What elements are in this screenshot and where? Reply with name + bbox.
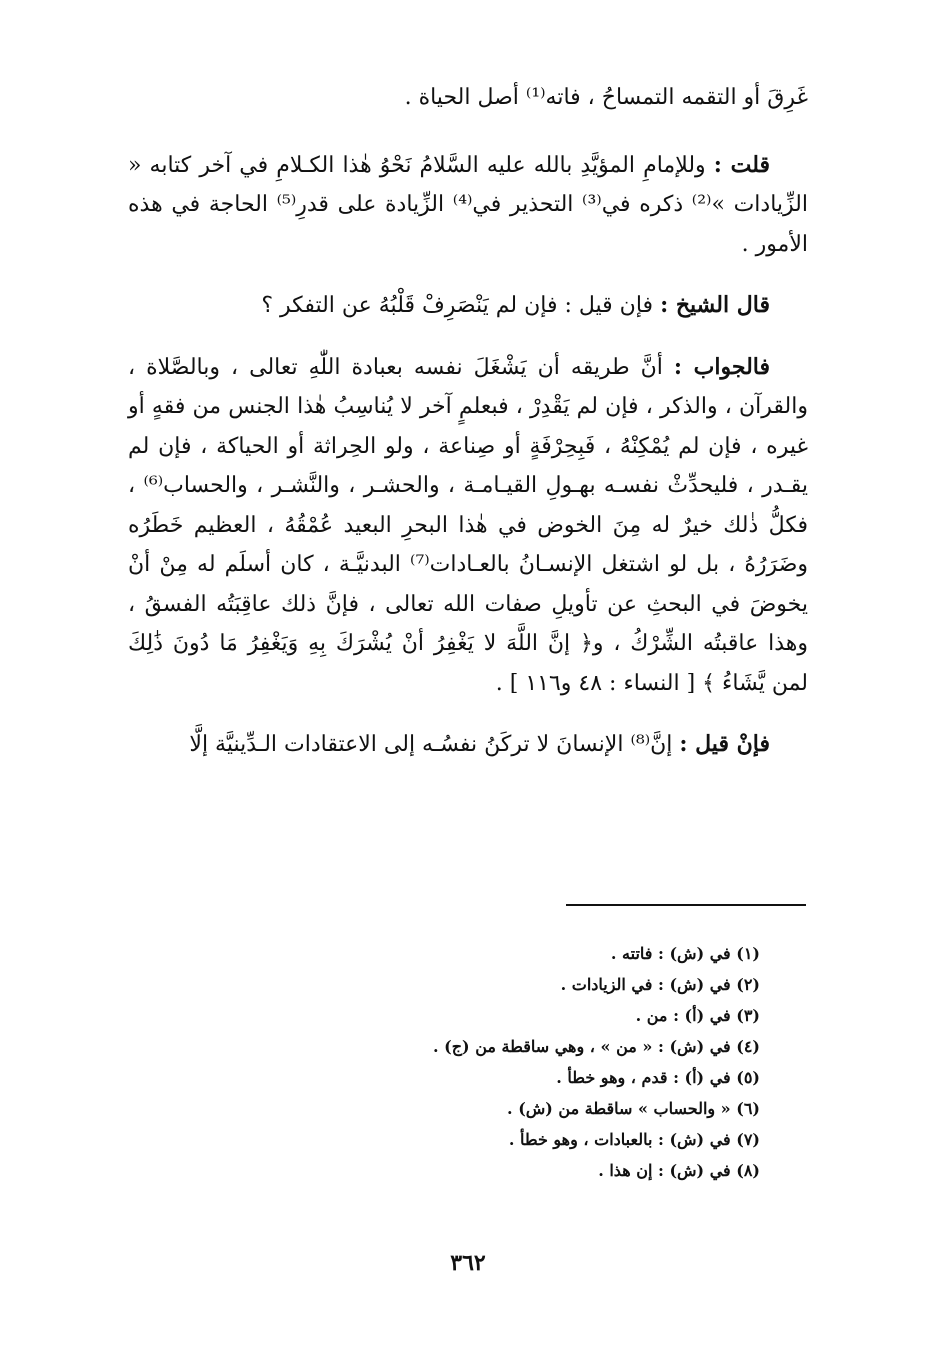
paragraph-3-text: فإن قيل : فإن لم يَنْصَرِفْ قَلْبُهُ عن التفكر ؟ xyxy=(261,293,661,318)
paragraph-4 xyxy=(128,348,808,704)
paragraph-4-text: أنَّ طريقه أن يَشْغَلَ نفسه بعبادة اللّٰهِ تعالى ، وبالصَّلاة ، والقرآن ، والذكر ، فإن لم يَقْدِرْ ، فبعلمٍ آخر لا يُناسِبُ هٰذا الجنس من فقهٍ أو غيره ، فإن لم يُمْكِنْهُ ، فَبِحِرْفَةٍ أو صِناعة ، ولو الحِراثة أو الحياكة ، فإن لم يقـدر ، فليحدِّثْ نفسـه بهـولِ القيـامـة ، والحشـر ، والنَّشـر ، والحساب⁽⁶⁾ ، فكلُّ ذٰلك خيرٌ له مِنَ الخوض في هٰذا البحرِ البعيد عُمْقُهُ ، العظيم خَطَرُه وضَرَرُهُ ، بل لو اشتغل الإنسـانُ بالعـادات⁽⁷⁾ البدنيَّـة ، كان أسلَم له مِنْ أنْ يخوضَ في البحثِ عن تأويلِ صفات الله تعالى ، فإنَّ ذلك عاقِبَتُه الفسقُ ، وهذا عاقبتُه الشِّرْكُ ، و﴿ إنَّ اللَّهَ لا يَغْفِرُ أنْ يُشْرَكَ بِهِ وَيَغْفِرُ مَا دُونَ ذَٰلِكَ لمن يَّشَاءُ ﴾ [ النساء : ٤٨ و١١٦ ] . xyxy=(128,354,809,696)
footnote: (٥) في (أ) : قدم ، وهو خطأ . xyxy=(556,1068,760,1087)
footnote: (٨) في (ش) : إن هذا . xyxy=(598,1161,760,1180)
footnote: (٣) في (أ) : من . xyxy=(635,1006,760,1025)
footnote: (٢) في (ش) : في الزيادات . xyxy=(560,975,760,994)
footnote: (٦) « والحساب » ساقطة من (ش) . xyxy=(507,1099,760,1118)
paragraph-2 xyxy=(128,146,808,265)
footnote: (٧) في (ش) : بالعبادات ، وهو خطأ . xyxy=(508,1130,760,1149)
footnotes-list xyxy=(200,938,760,1186)
paragraph-1 xyxy=(128,78,808,118)
main-text xyxy=(128,78,808,787)
footnote: (١) في (ش) : فاتته . xyxy=(610,944,760,963)
paragraph-5 xyxy=(128,725,808,765)
footnote: (٤) في (ش) : « من » ، وهي ساقطة من (ج) . xyxy=(433,1037,760,1056)
footnote-divider xyxy=(566,904,806,906)
paragraph-3 xyxy=(128,286,808,326)
paragraph-2-lead: قلت : xyxy=(713,151,771,178)
page-number: ٣٦٢ xyxy=(450,1250,486,1276)
paragraph-1-text: غَرِقَ أو التقمه التمساحُ ، فاته⁽¹⁾ أصل الحياة . xyxy=(404,85,808,110)
paragraph-5-lead: فإنْ قيل : xyxy=(679,731,770,757)
paragraph-4-lead: فالجواب : xyxy=(673,353,770,380)
paragraph-5-text: إنَّ⁽⁸⁾ الإنسانَ لا تركَنُ نفسُـه إلى الاعتقادات الـدِّينيَّة إلَّا xyxy=(189,732,680,757)
paragraph-3-lead: قال الشيخ : xyxy=(660,292,770,318)
paragraph-2-text: وللإمامِ المؤيَّدِ بالله عليه السَّلامُ نَحْوُ هٰذا الكـلامِ في آخر كتابه « الزِّيادات »⁽²⁾ ذكره في⁽³⁾ التحذير في⁽⁴⁾ الزِّيادة على قدرِ⁽⁵⁾ الحاجة في هذه الأمور . xyxy=(128,152,808,257)
